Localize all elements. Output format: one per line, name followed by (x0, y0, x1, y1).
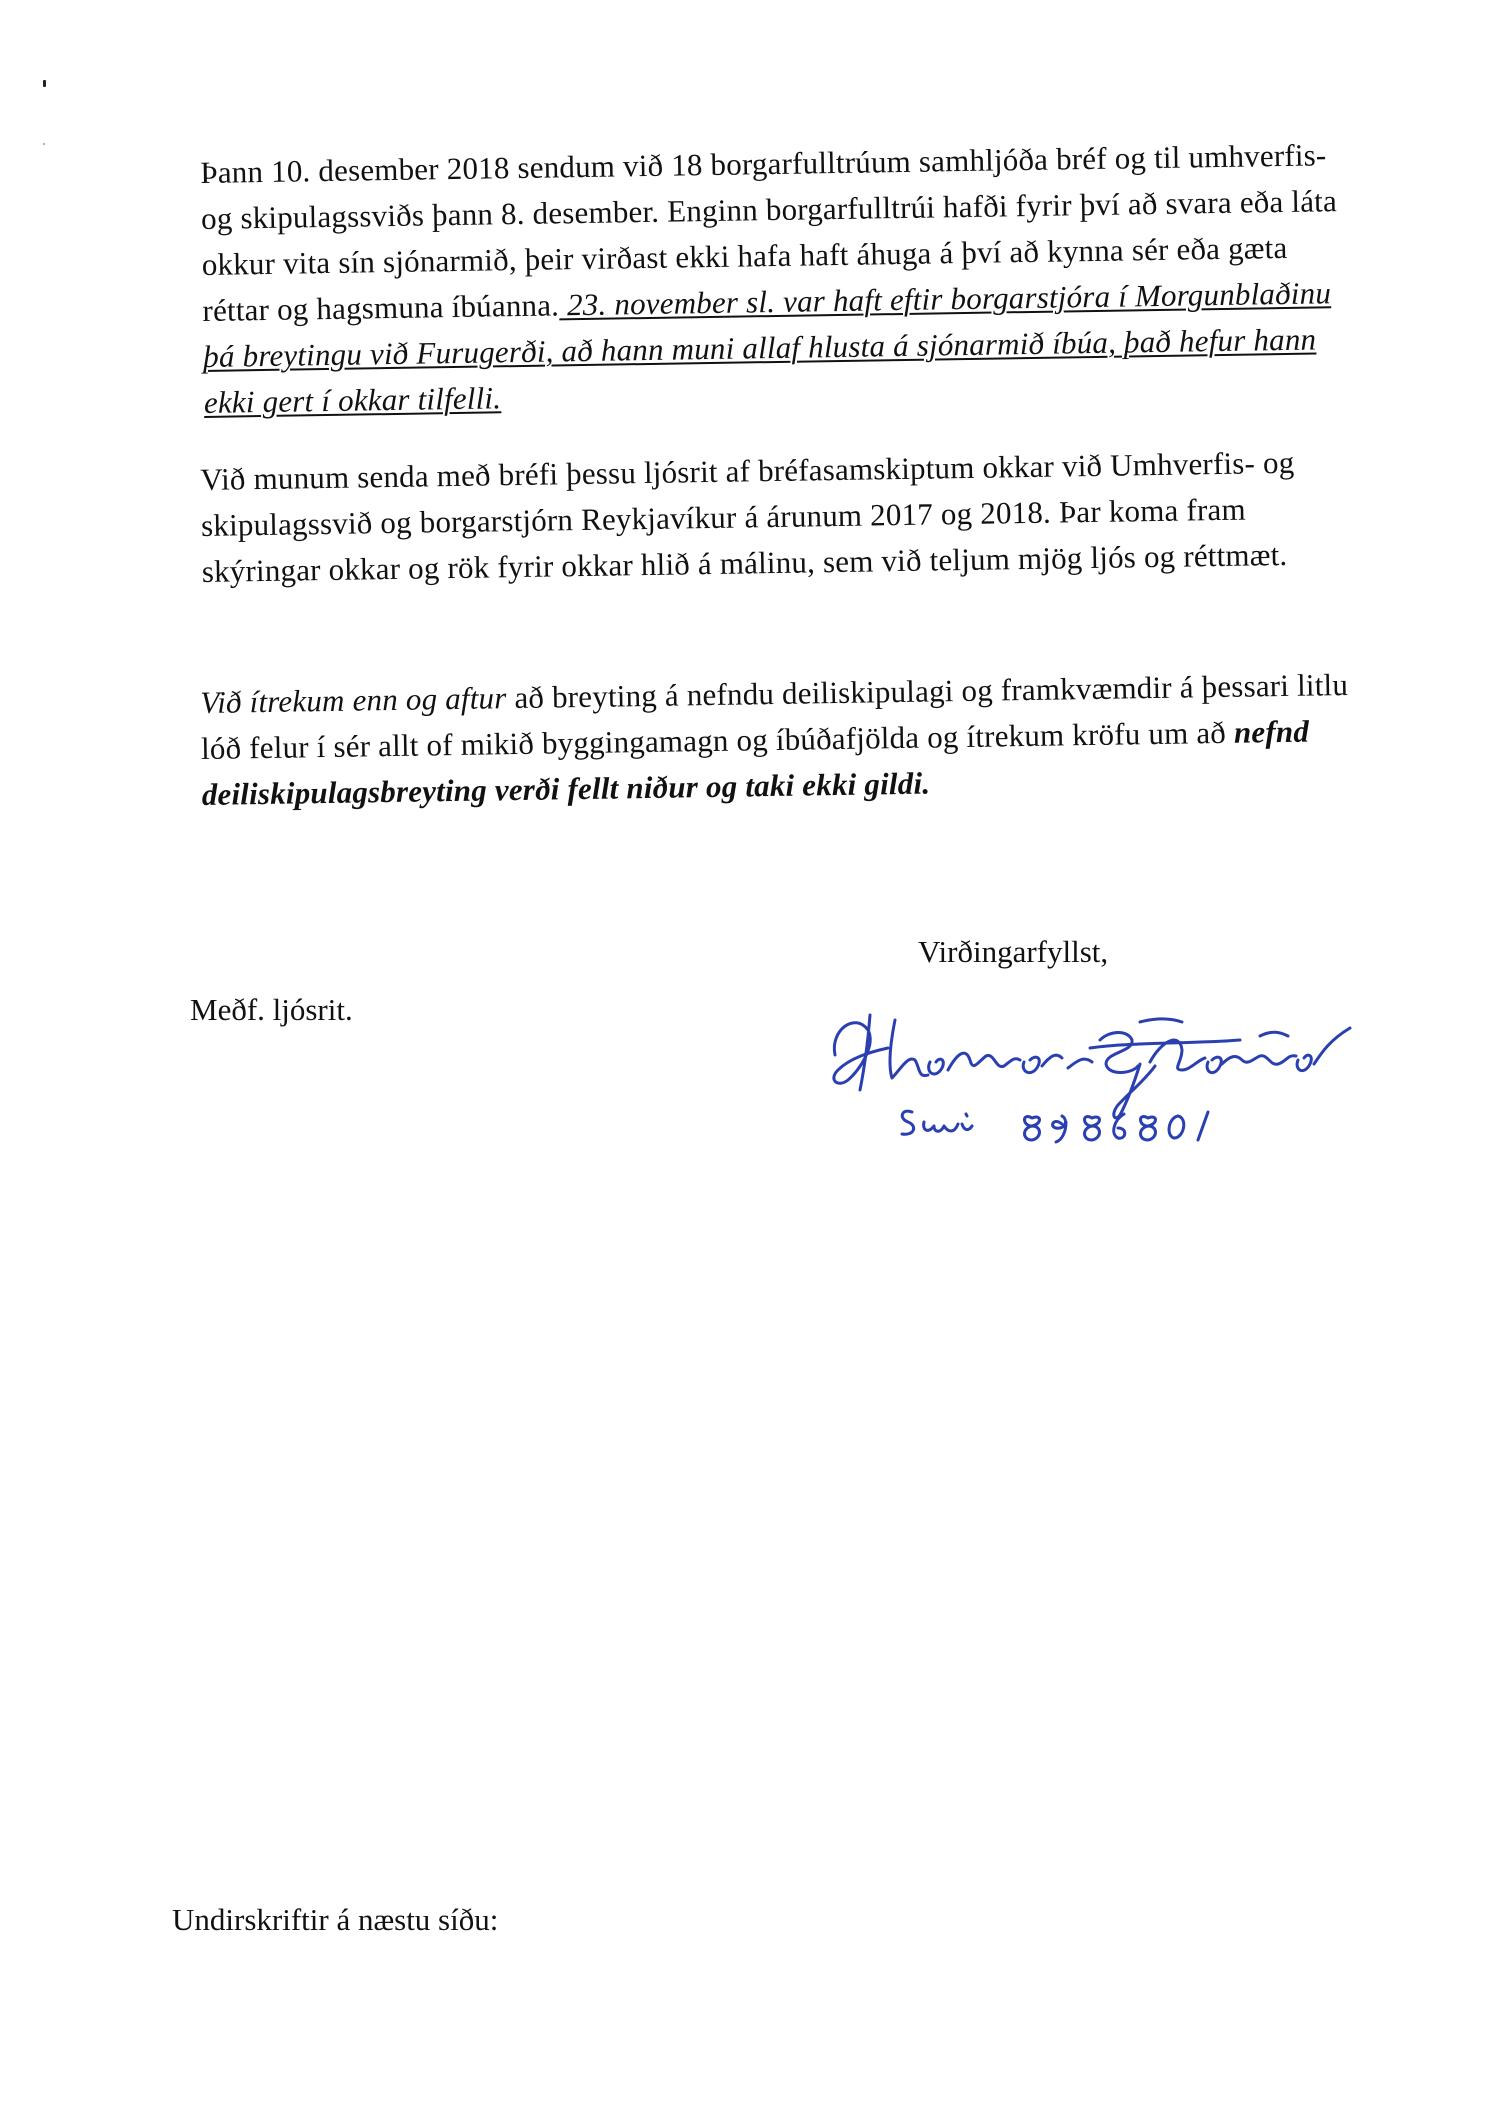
signature-name-strokes (834, 1015, 1350, 1118)
footer-signatures-note: Undirskriftir á næstu síðu: (172, 1902, 499, 1937)
scan-speck (43, 80, 46, 87)
paragraph-3-bold-demand: nefnd deiliskipulagsbreyting verði fellt niður og taki ekki gildi. (201, 713, 1310, 812)
scan-speck (43, 143, 45, 145)
handwritten-signature (810, 1000, 1380, 1150)
enclosure-note: Meðf. ljósrit. (190, 992, 353, 1027)
paragraph-enclosed-copies (200, 439, 1362, 595)
paragraph-3-middle: að breyting á nefndu deiliskipulagi og framkvæmdir á þessari litlu lóð felur í sér allt of mikið byggingamagn og íbúðafjölda og ítrekum kröfu um að (200, 666, 1349, 766)
paragraph-council-letters (200, 132, 1364, 426)
paragraph-1-underlined-quote: 23. november sl. var haft eftir borgarstjóra í Morgunblaðinu þá breytingu við Furugerði, að hann muni allaf hlusta á sjónarmið íbúa, það hefur hann ekki gert í okkar tilfelli. (202, 275, 1332, 420)
paragraph-3-italic-lead: Við ítrekum enn og aftur (200, 680, 507, 720)
signature-phone-strokes (902, 1111, 1208, 1142)
paragraph-2-text: Við munum senda með bréfi þessu ljósrit af bréfasamskiptum okkar við Umhverfis- og skipulagssvið og borgarstjórn Reykjavíkur á árunum 2017 og 2018. Þar koma fram skýringar okkar og rök fyrir okkar hlið á málinu, sem við teljum mjög ljós og réttmæt. (200, 444, 1295, 589)
closing-salutation: Virðingarfyllst, (918, 934, 1109, 969)
paragraph-demand (200, 662, 1362, 818)
paragraph-1-text: Þann 10. desember 2018 sendum við 18 borgarfulltrúum samhljóða bréf og til umhverfis- og skipulagssviðs þann 8. desember. Enginn borgarfulltrúi hafði fyrir því að svara eða láta okkur vita sín sjónarmið, þeir virðast ekki hafa haft áhuga á því að kynna sér eða gæta réttar og hagsmuna íbúanna. (200, 137, 1338, 328)
